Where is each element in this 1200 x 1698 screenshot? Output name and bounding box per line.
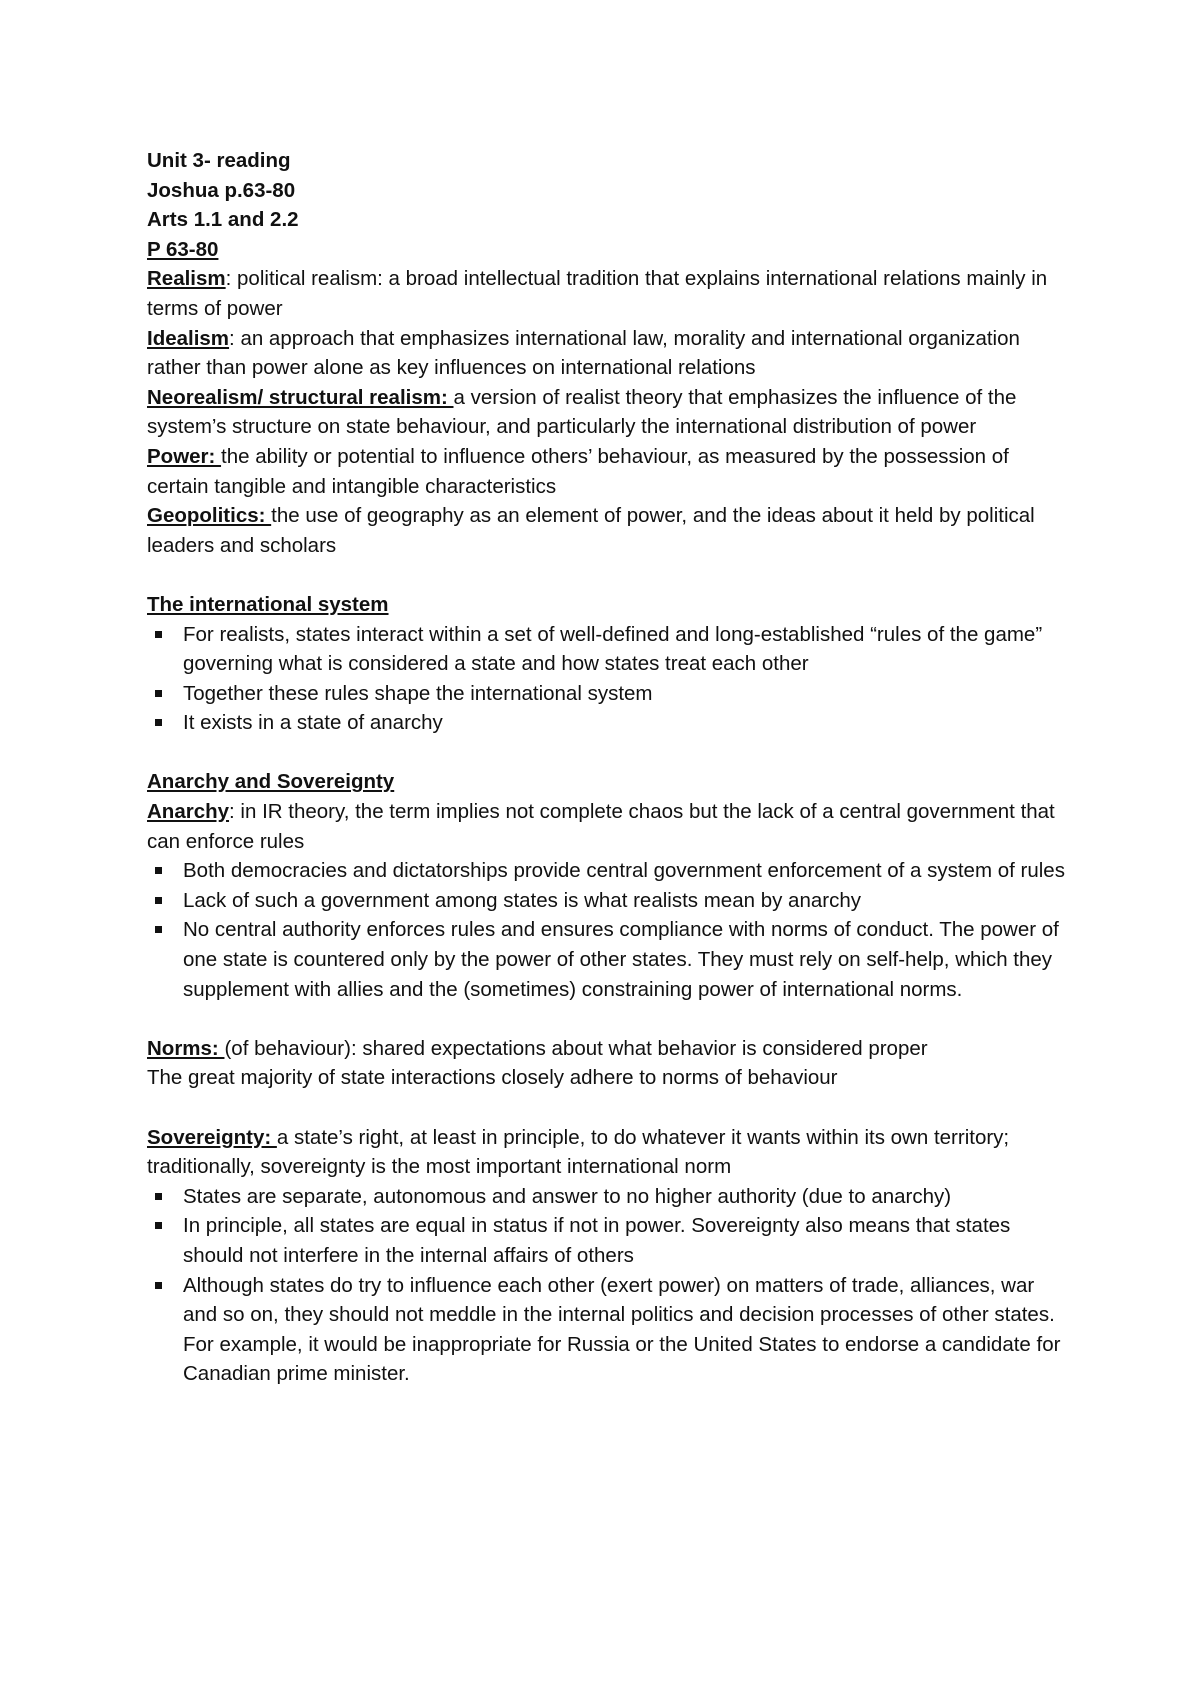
definition-term: Power:: [147, 444, 222, 468]
list-item: Together these rules shape the international system: [147, 679, 1072, 709]
international-system-list: [147, 620, 1072, 738]
definition-norms: [147, 1034, 1072, 1064]
definition-text: : an approach that emphasizes international law, morality and international organization rather than power alone as key influences on international relations: [147, 326, 1020, 380]
definition-text: a state’s right, at least in principle, to do whatever it wants within its own territory; traditionally, sovereignty is the most important international norm: [147, 1125, 1010, 1179]
document-page: [147, 146, 1072, 1389]
sovereignty-list: [147, 1182, 1072, 1389]
list-item: Both democracies and dictatorships provide central government enforcement of a system of rules: [147, 856, 1072, 886]
list-item: It exists in a state of anarchy: [147, 708, 1072, 738]
definition-sovereignty: [147, 1123, 1072, 1182]
list-item: Although states do try to influence each other (exert power) on matters of trade, alliances, war and so on, they should not meddle in the internal politics and decision processes of other states. For example, it would be inappropriate for Russia or the United States to endorse a candidate for Canadian prime minister.: [147, 1271, 1072, 1389]
list-item: No central authority enforces rules and ensures compliance with norms of conduct. The power of one state is countered only by the power of other states. They must rely on self-help, which they supplement with allies and the (sometimes) constraining power of international norms.: [147, 915, 1072, 1004]
anarchy-list: [147, 856, 1072, 1004]
definition-term: Norms:: [147, 1036, 225, 1060]
section-heading-international-system: The international system: [147, 592, 389, 616]
definition-term: Anarchy: [147, 800, 230, 824]
definition-term: Realism: [147, 267, 226, 291]
definition-term: Neorealism/ structural realism:: [147, 385, 454, 409]
list-item: States are separate, autonomous and answer to no higher authority (due to anarchy): [147, 1182, 1072, 1212]
definition-text: the ability or potential to influence others’ behaviour, as measured by the possession of certain tangible and intangible characteristics: [147, 444, 1009, 498]
list-item: Lack of such a government among states is what realists mean by anarchy: [147, 886, 1072, 916]
norms-note: The great majority of state interactions closely adhere to norms of behaviour: [147, 1066, 838, 1090]
definition-geopolitics: [147, 501, 1072, 560]
list-item: For realists, states interact within a set of well-defined and long-established “rules of the game” governing what is considered a state and how states treat each other: [147, 620, 1072, 679]
page-range: P 63-80: [147, 237, 219, 261]
section-heading-anarchy-sovereignty: Anarchy and Sovereignty: [147, 770, 395, 794]
reading-source: Joshua p.63-80: [147, 178, 296, 202]
spacer: [147, 1004, 1072, 1034]
definition-realism: [147, 264, 1072, 323]
course-sections: Arts 1.1 and 2.2: [147, 208, 299, 232]
definition-idealism: [147, 324, 1072, 383]
definition-text: the use of geography as an element of power, and the ideas about it held by political leaders and scholars: [147, 504, 1035, 557]
spacer: [147, 560, 1072, 590]
definition-text: (of behaviour): shared expectations about what behavior is considered proper: [224, 1036, 928, 1060]
definition-neorealism: [147, 383, 1072, 442]
definition-text: : political realism: a broad intellectual tradition that explains international relations mainly in terms of power: [147, 267, 1048, 320]
definition-text: : in IR theory, the term implies not complete chaos but the lack of a central government that can enforce rules: [147, 800, 1055, 853]
doc-title: Unit 3- reading: [147, 149, 291, 172]
spacer: [147, 1093, 1072, 1123]
definition-power: [147, 442, 1072, 501]
definition-term: Geopolitics:: [147, 504, 272, 528]
definition-anarchy: [147, 797, 1072, 856]
definition-text: a version of realist theory that emphasizes the influence of the system’s structure on state behaviour, and particularly the international distribution of power: [147, 385, 1017, 439]
list-item: In principle, all states are equal in status if not in power. Sovereignty also means that states should not interfere in the internal affairs of others: [147, 1211, 1072, 1270]
definition-term: Idealism: [147, 326, 230, 350]
spacer: [147, 738, 1072, 768]
definition-term: Sovereignty:: [147, 1125, 277, 1149]
